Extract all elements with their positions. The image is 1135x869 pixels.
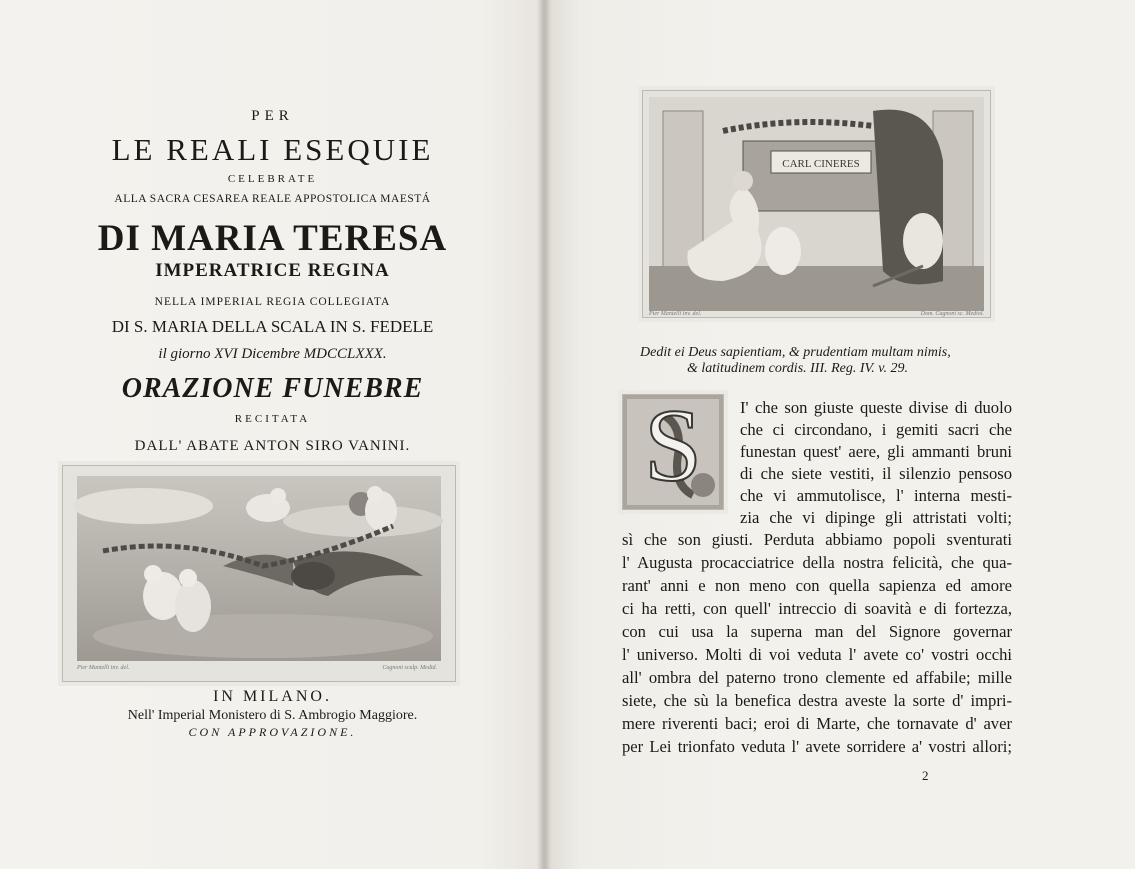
celebrate-line: CELEBRATE	[227, 173, 318, 185]
imprint-approval: CON APPROVAZIONE.	[188, 725, 357, 739]
engraving-credit-left: Pier Mantelli inv. del.	[77, 665, 130, 671]
honoree-name: DI MARIA TERESA	[97, 218, 448, 259]
date-line: il giorno XVI Dicembre MDCCLXXX.	[158, 346, 387, 362]
main-title: LE REALI ESEQUIE	[111, 132, 434, 167]
body-line: rant' anni e non meno con quella sapienza ed amore	[622, 576, 1012, 595]
body-line: I' che son giuste queste divise di duolo	[740, 398, 1012, 417]
body-line: con cui usa la superna man del Signore governar	[622, 622, 1012, 641]
body-line: di che siete vestiti, il silenzio pensoso	[740, 464, 1012, 483]
body-line: funestan quest' aere, gli ammanti bruni	[740, 442, 1012, 461]
body-line: all' ombra del paterno trono clemente ed affabile; mille	[622, 668, 1012, 687]
body-line: che vi ammutolisce, l' interna mesti-	[740, 486, 1012, 505]
book-gutter	[537, 0, 551, 869]
body-line: l' universo. Molti di voi veduta l' avete co' vostri occhi	[622, 645, 1012, 664]
recitata-line: RECITATA	[234, 413, 311, 425]
engraving-credit-right: Cagnoni sculp. Medid.	[382, 665, 437, 671]
epigraph-line-1: Dedit ei Deus sapientiam, & prudentiam multam nimis,	[640, 345, 951, 360]
church-line-1: NELLA IMPERIAL REGIA COLLEGIATA	[154, 296, 391, 308]
drop-cap-box	[622, 388, 724, 510]
author-line: DALL' ABATE ANTON SIRO VANINI.	[134, 438, 411, 454]
honoree-titles: IMPERATRICE REGINA	[155, 260, 390, 281]
epigraph-line-2: & latitudinem cordis. III. Reg. IV. v. 29.	[687, 361, 908, 376]
page-number: 2	[922, 768, 929, 783]
drop-cap-letter: S	[644, 388, 702, 503]
dedication-line: ALLA SACRA CESAREA REALE APPOSTOLICA MAESTÁ	[114, 193, 431, 205]
per-line: PER	[251, 108, 294, 124]
headpiece-engraving	[642, 90, 991, 318]
body-line: ci ha retti, con quell' intreccio di soavità e di fortezza,	[622, 599, 1012, 618]
urn-inscription: CARL CINERES	[782, 158, 860, 170]
mourning-scene-engraving	[643, 91, 990, 317]
headpiece-credit-left: Pier Mantelli inv. del.	[649, 311, 702, 317]
cherubs-eagle-engraving	[63, 466, 455, 681]
body-line: per Lei trionfato veduta l' avete sorridere a' vostri allori;	[622, 737, 1012, 756]
body-line: l' Augusta procacciatrice della nostra felicità, che qua-	[622, 553, 1012, 572]
body-line: zia che vi dipinge gli attristati volti;	[740, 508, 1012, 527]
oration-title: ORAZIONE FUNEBRE	[121, 373, 424, 404]
imprint-printer: Nell' Imperial Monistero di S. Ambrogio Maggiore.	[127, 708, 418, 723]
title-page	[0, 0, 545, 869]
church-line-2: DI S. MARIA DELLA SCALA IN S. FEDELE	[111, 317, 434, 336]
imprint-city: IN MILANO.	[213, 688, 332, 705]
title-engraving	[62, 465, 456, 682]
headpiece-credit-right: Dom. Cagnoni sc. Mediol.	[920, 311, 984, 317]
body-line: che ci circondano, i gemiti sacri che	[740, 420, 1012, 439]
body-line: sì che son giusti. Perduta abbiamo popoli sventurati	[622, 530, 1012, 549]
body-line: siete, che sù la benefica destra aveste la sorte d' impri-	[622, 691, 1012, 710]
body-line: mere riverenti baci; eroi di Marte, che tornavate d' aver	[622, 714, 1012, 733]
